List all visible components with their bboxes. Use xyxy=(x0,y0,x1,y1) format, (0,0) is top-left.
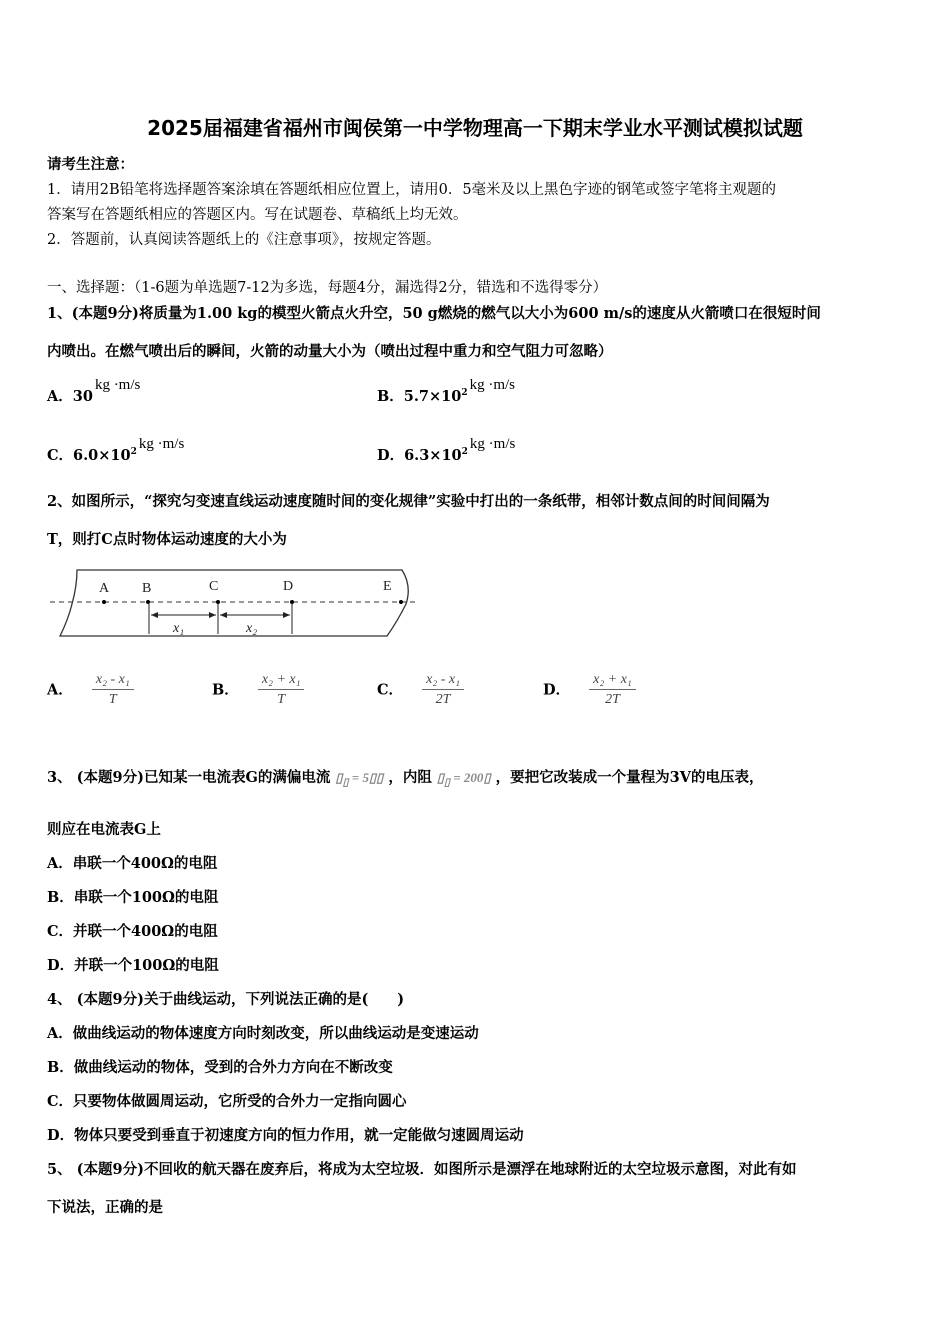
q1-option-a-unit: kg ·m/s xyxy=(94,377,141,393)
label-d: D xyxy=(283,579,294,594)
q3-stem-post: ，要把它改装成一个量程为3V的电压表， xyxy=(495,769,764,786)
q2-stem-line1: 2、如图所示，“探究匀变速直线运动速度随时间的变化规律”实验中打出的一条纸带，相邻计数点间的时间间隔为 xyxy=(47,493,770,510)
point-a xyxy=(102,600,106,604)
q3-stem-line1 xyxy=(47,766,764,789)
q2-option-c-num: x₂ - x₁ xyxy=(422,672,464,690)
q1-option-c-text: C．6.0×10 xyxy=(47,447,131,464)
q4-option-c[interactable]: C．只要物体做圆周运动，它所受的合外力一定指向圆心 xyxy=(47,1093,407,1110)
label-x1: x₁ xyxy=(173,621,185,636)
label-e: E xyxy=(383,579,392,594)
point-d xyxy=(290,600,294,604)
label-b: B xyxy=(142,581,152,596)
q3-option-c[interactable]: C．并联一个400Ω的电阻 xyxy=(47,923,218,940)
q1-stem-line1: 1、(本题9分)将质量为1.00 kg的模型火箭点火升空，50 g燃烧的燃气以大小为600 m/s的速度从火箭喷口在很短时间 xyxy=(47,305,821,322)
q2-option-b-num: x₂ + x₁ xyxy=(258,672,305,690)
q2-option-b-den: T xyxy=(277,692,286,707)
q1-option-b-unit: kg ·m/s xyxy=(469,377,515,393)
q2-option-a-num: x₂ - x₁ xyxy=(92,672,134,690)
q4-option-d[interactable]: D．物体只要受到垂直于初速度方向的恒力作用，就一定能做匀速圆周运动 xyxy=(47,1127,524,1144)
q2-stem-line2: T，则打C点时物体运动速度的大小为 xyxy=(47,531,287,548)
q2-option-d-label: D． xyxy=(543,681,571,699)
q2-option-d-num: x₂ + x₁ xyxy=(589,672,636,690)
q2-option-d-fraction xyxy=(589,672,636,708)
tape-outline xyxy=(60,570,408,636)
q1-option-b-exp: 2 xyxy=(461,388,468,399)
q3-stem-line2: 则应在电流表G上 xyxy=(47,821,161,838)
q4-option-a[interactable]: A．做曲线运动的物体速度方向时刻改变，所以曲线运动是变速运动 xyxy=(47,1025,479,1042)
q3-stem-mid: ，内阻 xyxy=(388,769,432,786)
q4-option-b[interactable]: B．做曲线运动的物体，受到的合外力方向在不断改变 xyxy=(47,1059,393,1076)
label-a: A xyxy=(99,581,110,596)
page-title: 2025届福建省福州市闽侯第一中学物理高一下期末学业水平测试模拟试题 xyxy=(147,116,803,140)
section-heading: 一、选择题：（1-6题为单选题7-12为多选，每题4分，漏选得2分，错选和不选得零分） xyxy=(47,280,608,296)
q2-option-a-label: A． xyxy=(47,681,73,699)
q4-stem: 4、 (本题9分)关于曲线运动，下列说法正确的是( ) xyxy=(47,991,405,1008)
point-b xyxy=(146,600,150,604)
point-e xyxy=(399,600,403,604)
q3-option-b[interactable]: B．串联一个100Ω的电阻 xyxy=(47,889,219,906)
label-x2: x₂ xyxy=(246,621,258,636)
q3-ig-value: = 5 xyxy=(351,770,369,785)
q2-option-d-den: 2T xyxy=(605,692,620,707)
q3-rg-value: = 200 xyxy=(453,770,484,785)
q2-option-c[interactable] xyxy=(377,672,464,708)
q1-option-c-exp: 2 xyxy=(130,447,137,458)
q1-stem-line2: 内喷出。在燃气喷出后的瞬间，火箭的动量大小为（喷出过程中重力和空气阻力可忽略） xyxy=(47,343,613,360)
q2-option-a[interactable] xyxy=(47,672,134,708)
label-c: C xyxy=(209,579,219,594)
q3-option-a[interactable]: A．串联一个400Ω的电阻 xyxy=(47,855,218,872)
q2-option-a-den: T xyxy=(108,692,117,707)
q5-stem-line2: 下说法，正确的是 xyxy=(47,1199,163,1216)
q2-option-b[interactable] xyxy=(212,672,304,708)
q1-option-d-text: D．6.3×10 xyxy=(377,447,462,464)
q1-option-c-unit: kg ·m/s xyxy=(138,436,185,452)
q2-option-c-den: 2T xyxy=(435,692,451,707)
q3-ig-formula: $▯_▯$ = 5▯▯ xyxy=(335,770,384,789)
tape-diagram xyxy=(50,566,420,640)
q1-option-b-text: B．5.7×10 xyxy=(377,388,462,405)
q1-option-d-exp: 2 xyxy=(461,447,468,458)
q3-option-d[interactable]: D．并联一个100Ω的电阻 xyxy=(47,957,219,974)
q2-option-c-fraction xyxy=(422,672,464,708)
notice-line-2: 2．答题前，认真阅读答题纸上的《注意事项》，按规定答题。 xyxy=(47,232,441,248)
q3-stem-pre: 3、 (本题9分)已知某一电流表G的满偏电流 xyxy=(47,769,331,786)
q1-option-a[interactable] xyxy=(47,377,141,406)
notice-line-1: 1．请用2B铅笔将选择题答案涂填在答题纸相应位置上，请用0．5毫米及以上黑色字迹的钢笔或签字笔将主观题的 xyxy=(47,182,777,198)
notice-heading: 请考生注意： xyxy=(47,156,134,173)
q1-option-d-unit: kg ·m/s xyxy=(469,436,516,452)
point-c xyxy=(216,600,220,604)
q5-stem-line1: 5、 (本题9分)不回收的航天器在废弃后，将成为太空垃圾．如图所示是漂浮在地球附近的太空垃圾示意图，对此有如 xyxy=(47,1161,797,1178)
notice-line-1b: 答案写在答题纸相应的答题区内。写在试题卷、草稿纸上均无效。 xyxy=(47,207,468,223)
q2-option-b-fraction xyxy=(258,672,305,708)
q2-option-c-label: C． xyxy=(377,681,404,699)
q2-option-a-fraction xyxy=(92,672,134,708)
q1-option-b[interactable] xyxy=(377,377,515,406)
q2-option-b-label: B． xyxy=(212,681,239,699)
q3-rg-formula: $▯_▯$ = 200▯ xyxy=(436,770,491,789)
q2-option-d[interactable] xyxy=(543,672,636,708)
q1-option-a-text: A．30 xyxy=(47,388,93,405)
